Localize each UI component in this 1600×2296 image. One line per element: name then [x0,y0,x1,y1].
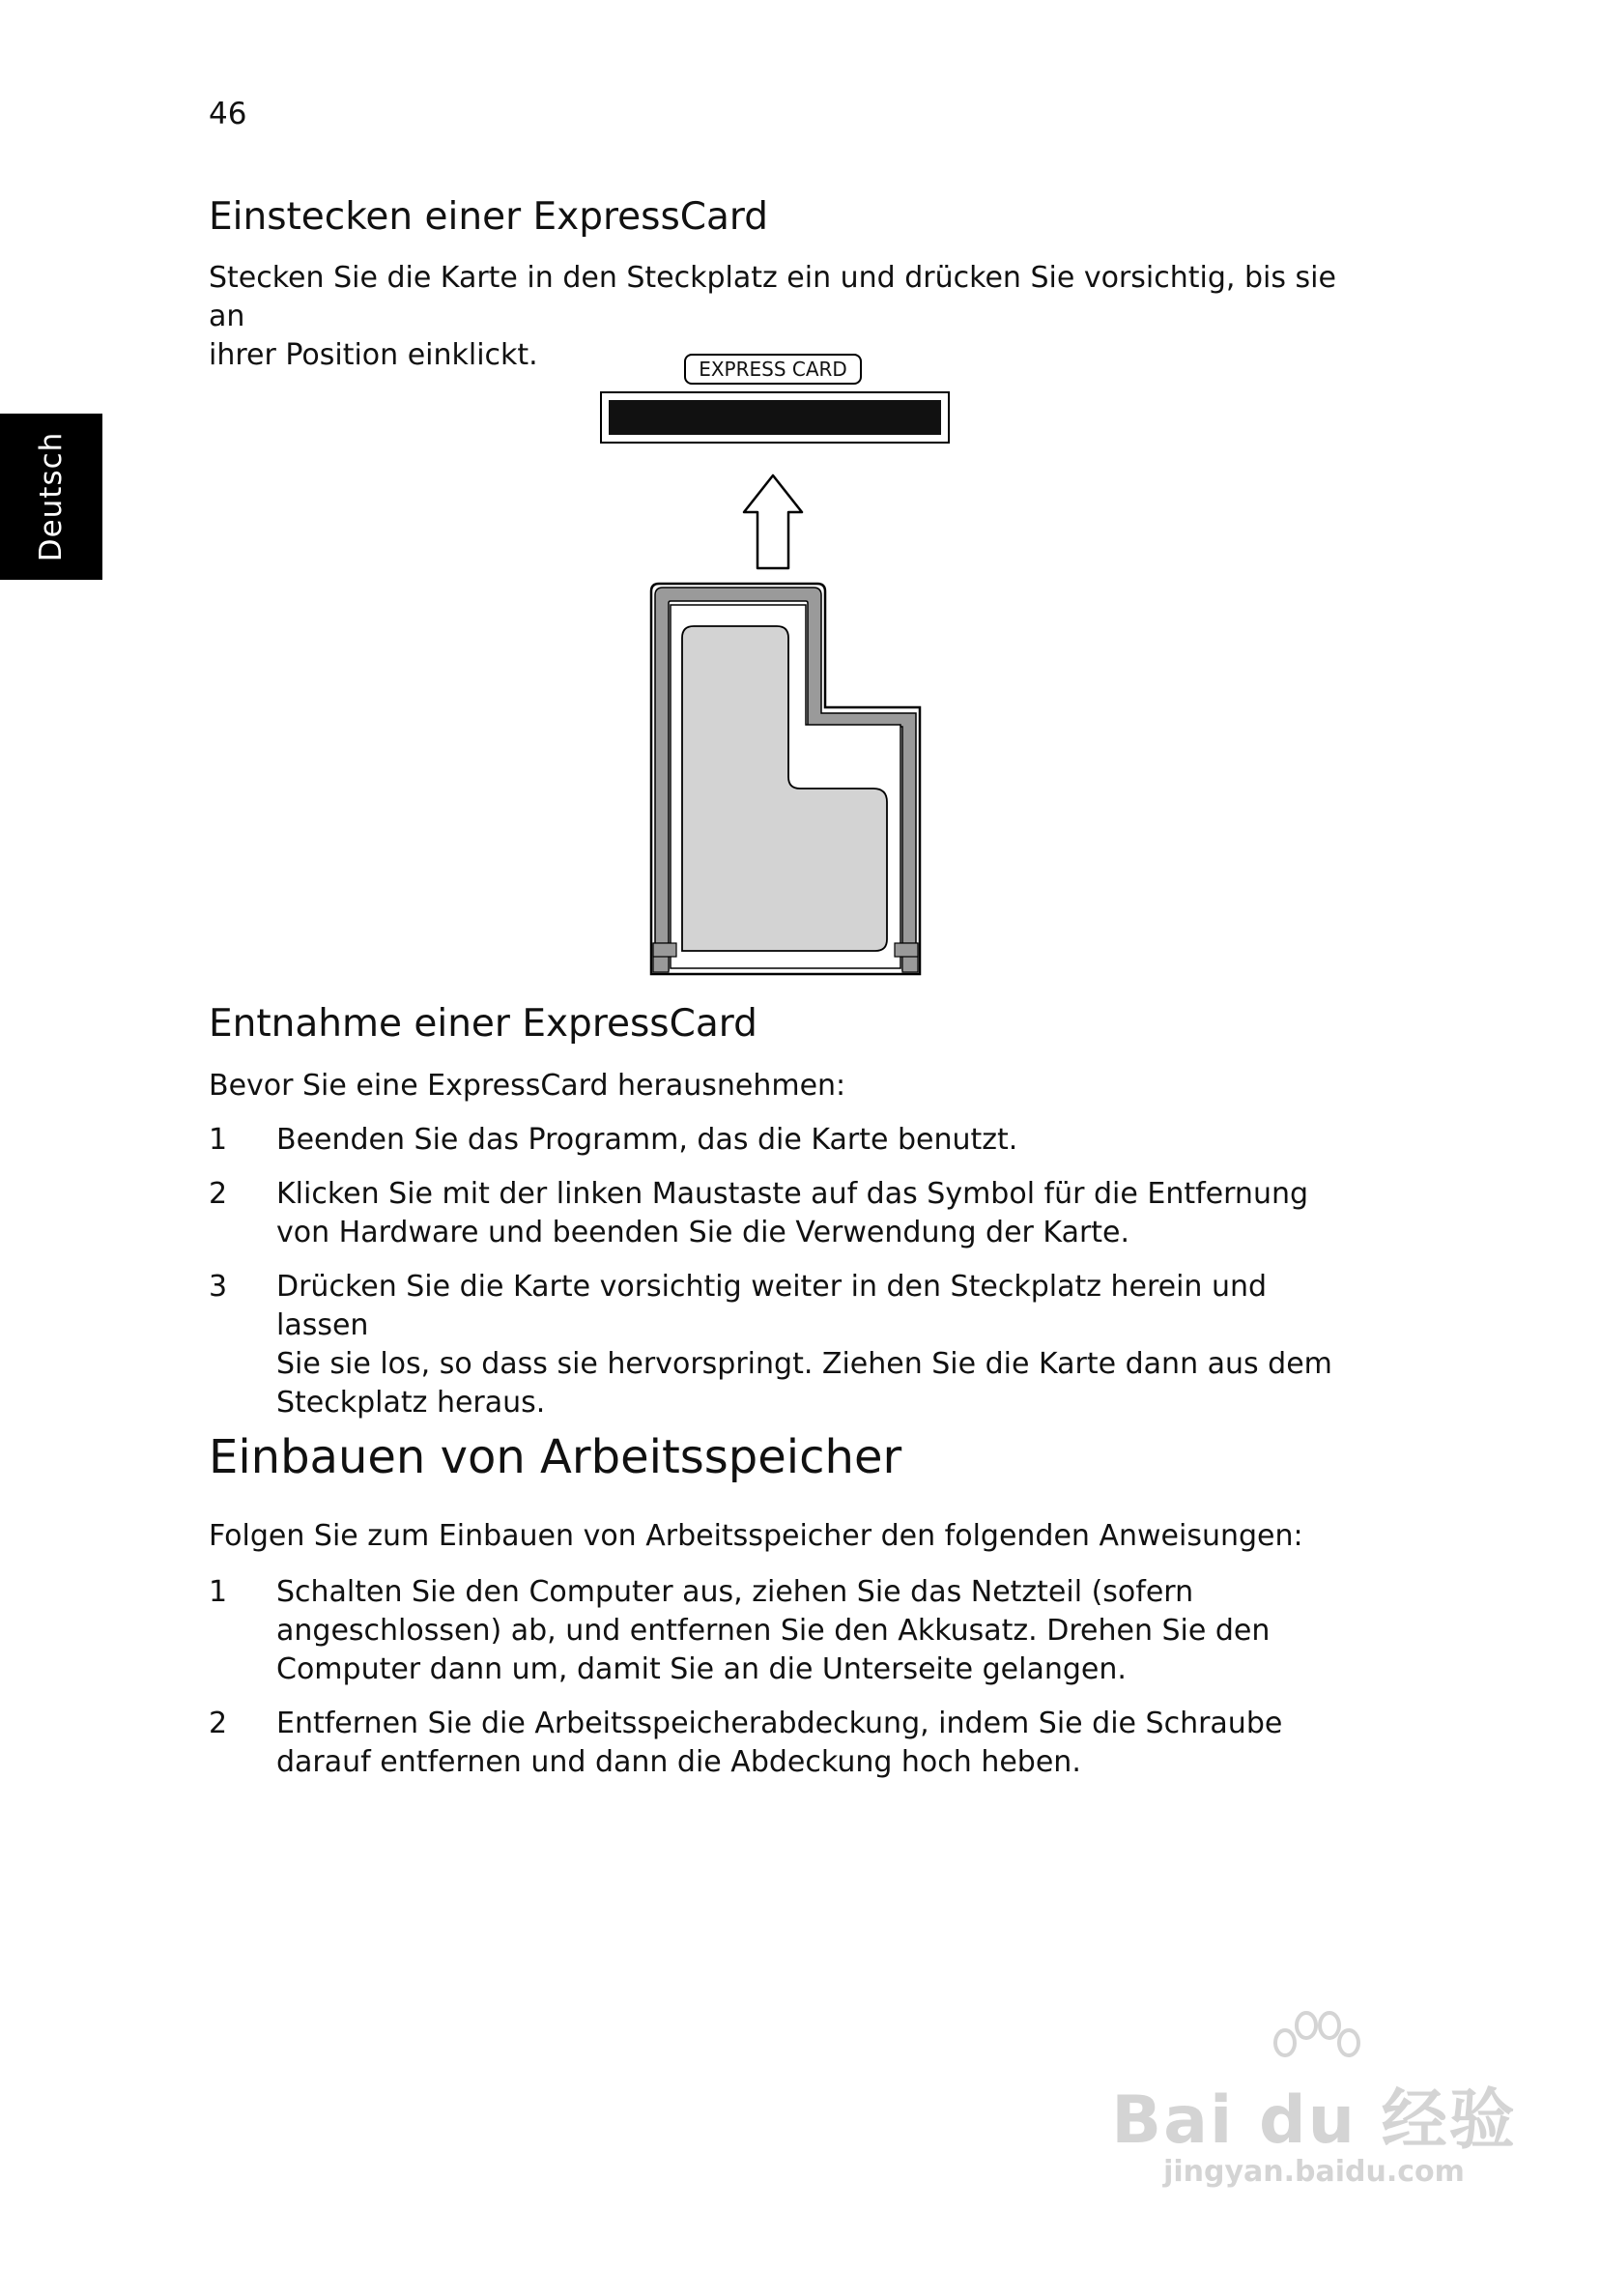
card-slot-opening [609,400,941,435]
step-text-line: darauf entfernen und dann die Abdeckung hoch heben. [276,1745,1081,1779]
memory-intro: Folgen Sie zum Einbauen von Arbeitsspeicher den folgenden Anweisungen: [209,1519,1303,1553]
step-text [276,1175,1368,1252]
heading-remove-expresscard: Entnahme einer ExpressCard [209,1002,757,1046]
expresscard-illustration [580,348,966,976]
step-text-line: Entfernen Sie die Arbeitsspeicherabdeckung, indem Sie die Schraube [276,1707,1283,1740]
step-number: 1 [209,1575,228,1609]
expresscard-label-area [682,626,887,951]
step-number: 3 [209,1270,228,1304]
step-text-line: Drücken Sie die Karte vorsichtig weiter in den Steckplatz herein und lassen [276,1270,1268,1342]
step-text-line: von Hardware und beenden Sie die Verwendung der Karte. [276,1216,1130,1249]
step-text [276,1121,1368,1160]
heading-insert-expresscard: Einstecken einer ExpressCard [209,195,769,239]
step-number: 2 [209,1177,228,1211]
step-text-line: Klicken Sie mit der linken Maustaste auf das Symbol für die Entfernung [276,1177,1309,1211]
side-tab-label: Deutsch [34,431,69,562]
step-text [276,1573,1368,1689]
step-number: 1 [209,1123,228,1157]
insert-direction-arrow-icon [744,475,802,568]
language-side-tab [0,414,102,580]
step-text [276,1268,1368,1422]
card-corner-left-tab [653,943,676,957]
remove-intro: Bevor Sie eine ExpressCard herausnehmen: [209,1069,846,1103]
baidu-watermark [1111,2010,1517,2194]
step-text-line: Schalten Sie den Computer aus, ziehen Sie das Netzteil (sofern [276,1575,1194,1609]
step-text-line: Computer dann um, damit Sie an die Unterseite gelangen. [276,1652,1127,1686]
insert-instructions-line-1: Stecken Sie die Karte in den Steckplatz ein und drücken Sie vorsichtig, bis sie an [209,261,1336,333]
card-corner-right-tab [895,943,918,957]
watermark-url: jingyan.baidu.com [1163,2155,1465,2189]
step-text-line: Steckplatz heraus. [276,1386,546,1420]
step-text-line: Sie sie los, so dass sie hervorspringt. Ziehen Sie die Karte dann aus dem [276,1347,1332,1381]
watermark-brand: Bai du 经验 [1111,2082,1517,2159]
page-number: 46 [209,97,247,131]
step-text-line: Beenden Sie das Programm, das die Karte benutzt. [276,1123,1018,1157]
expresscard-insertion-figure [580,348,966,976]
heading-install-memory: Einbauen von Arbeitsspeicher [209,1430,902,1484]
step-number: 2 [209,1707,228,1740]
step-text-line: angeschlossen) ab, und entfernen Sie den Akkusatz. Drehen Sie den [276,1614,1271,1648]
step-text [276,1705,1368,1782]
expresscard-slot-label: EXPRESS CARD [684,354,862,385]
insert-instructions-line-2: ihrer Position einklickt. [209,338,538,372]
